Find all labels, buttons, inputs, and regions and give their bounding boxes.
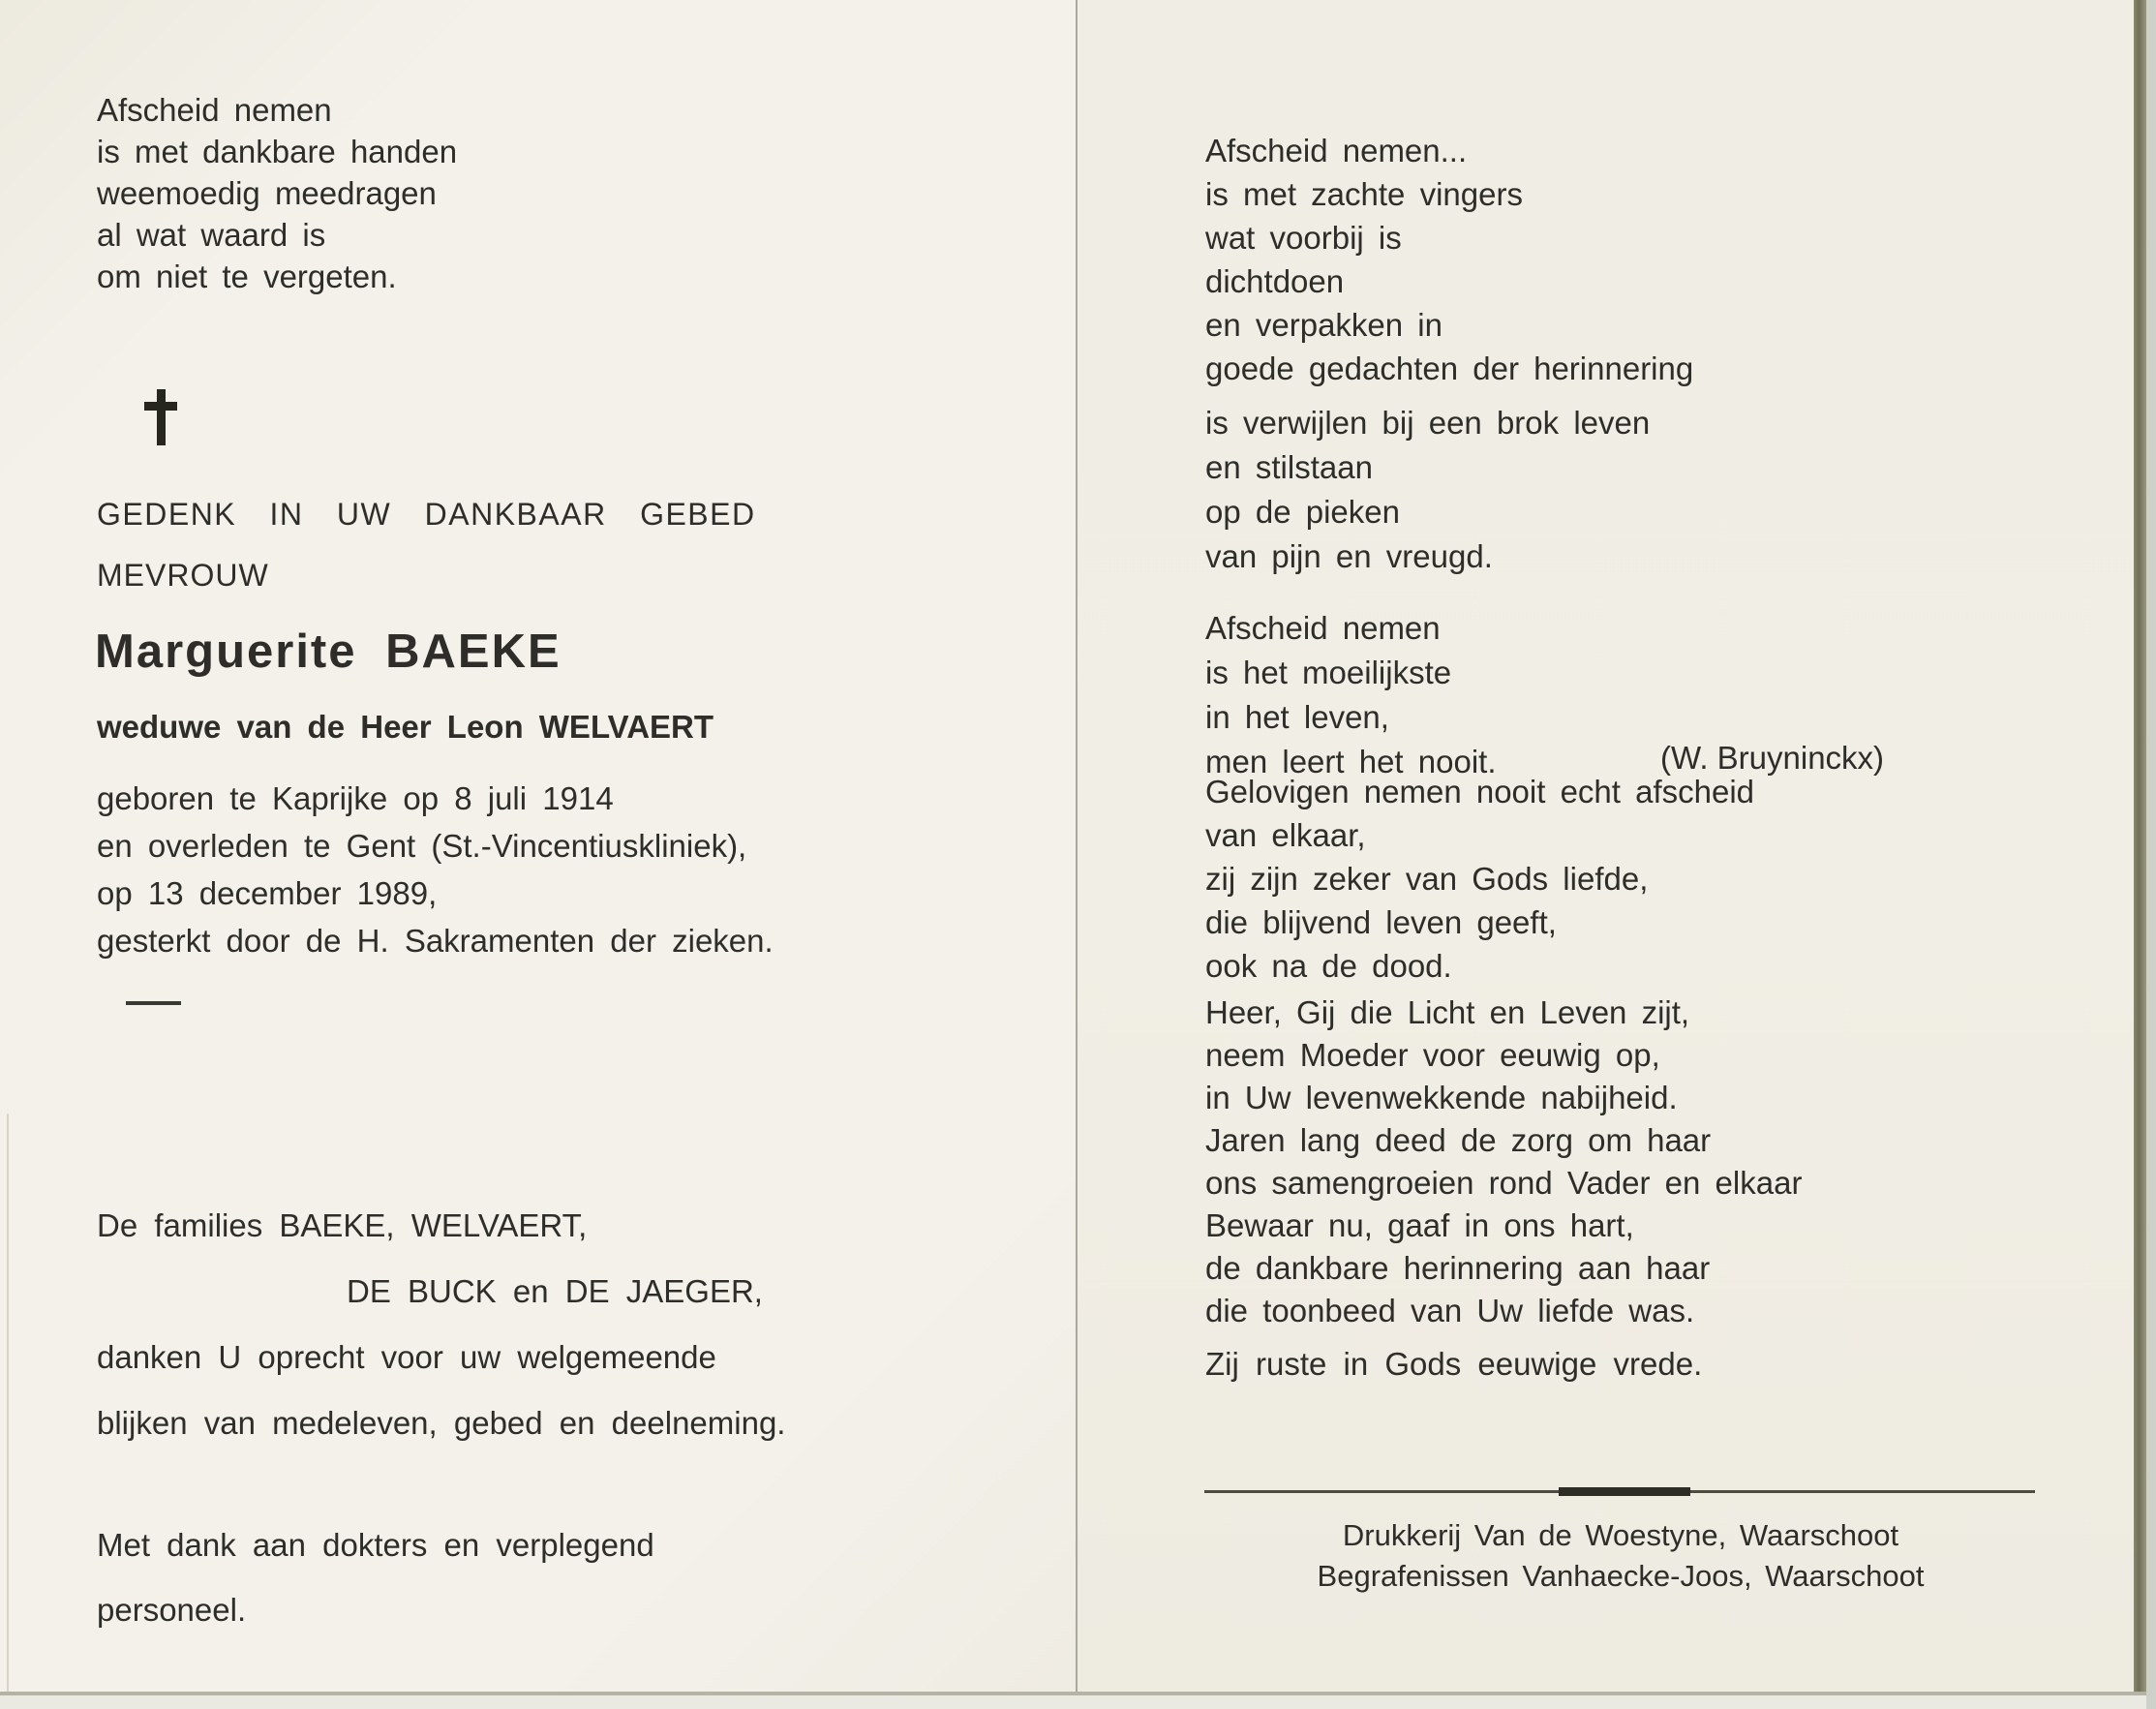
life-details bbox=[97, 775, 774, 964]
closing-line: Zij ruste in Gods eeuwige vrede. bbox=[1205, 1346, 1703, 1382]
poem-line: Afscheid nemen bbox=[1205, 610, 1441, 646]
poem-line: en stilstaan bbox=[1205, 449, 1373, 485]
memorial-heading: GEDENK IN UW DANKBAAR GEBED bbox=[97, 497, 756, 532]
right-card-edge bbox=[2134, 0, 2146, 1709]
poem-line: en verpakken in bbox=[1205, 307, 1442, 343]
poem-line: wat voorbij is bbox=[1205, 220, 1402, 256]
prayer-line: ons samengroeien rond Vader en elkaar bbox=[1205, 1165, 1803, 1201]
poem-line: van pijn en vreugd. bbox=[1205, 538, 1493, 574]
page-gutter-edge bbox=[1076, 0, 1078, 1692]
family-thanks-line: danken U oprecht voor uw welgemeende bbox=[97, 1339, 716, 1375]
poem-line: is het moeilijkste bbox=[1205, 655, 1452, 690]
colophon-line: Begrafenissen Vanhaecke-Joos, Waarschoot bbox=[1317, 1559, 1925, 1593]
right-page bbox=[1078, 0, 2134, 1692]
poem-stanza-2 bbox=[1205, 401, 1650, 579]
poem-stanza-1 bbox=[1205, 129, 1693, 390]
faith-line: van elkaar, bbox=[1205, 817, 1366, 853]
prayer-line: die toonbeed van Uw liefde was. bbox=[1205, 1293, 1695, 1328]
life-detail-line: geboren te Kaprijke op 8 juli 1914 bbox=[97, 780, 614, 816]
prayer-text bbox=[1205, 992, 1802, 1332]
cross-icon bbox=[144, 389, 177, 445]
deceased-name: Marguerite BAEKE bbox=[95, 626, 562, 678]
medical-thanks-line: Met dank aan dokters en verplegend bbox=[97, 1527, 654, 1563]
family-thanks-line: DE BUCK en DE JAEGER, bbox=[347, 1273, 763, 1309]
poem-line: weemoedig meedragen bbox=[97, 175, 437, 211]
prayer-line: neem Moeder voor eeuwig op, bbox=[1205, 1037, 1660, 1073]
life-detail-line: gesterkt door de H. Sakramenten der zieken. bbox=[97, 923, 774, 959]
printer-rule bbox=[1204, 1490, 2035, 1493]
poem-line: Afscheid nemen... bbox=[1205, 133, 1468, 168]
life-detail-line: en overleden te Gent (St.-Vincentiuskliniek), bbox=[97, 828, 747, 864]
poem-line: Afscheid nemen bbox=[97, 92, 332, 128]
left-page bbox=[0, 0, 1076, 1692]
poem-line: dichtdoen bbox=[1205, 263, 1345, 299]
medical-thanks-line: personeel. bbox=[97, 1592, 247, 1628]
poem-line: is met zachte vingers bbox=[1205, 176, 1523, 212]
left-card-edge bbox=[7, 1114, 9, 1692]
poem-line: om niet te vergeten. bbox=[97, 259, 397, 294]
faith-line: Gelovigen nemen nooit echt afscheid bbox=[1205, 774, 1755, 809]
colophon-line: Drukkerij Van de Woestyne, Waarschoot bbox=[1342, 1518, 1899, 1552]
faith-line: ook na de dood. bbox=[1205, 948, 1452, 984]
scan-background-right bbox=[2146, 0, 2156, 1709]
prayer-line: Bewaar nu, gaaf in ons hart, bbox=[1205, 1207, 1634, 1243]
life-detail-line: op 13 december 1989, bbox=[97, 875, 438, 911]
prayer-line: de dankbare herinnering aan haar bbox=[1205, 1250, 1711, 1286]
family-thanks-line: blijken van medeleven, gebed en deelneming. bbox=[97, 1405, 786, 1441]
printer-rule-thick-segment bbox=[1559, 1487, 1690, 1496]
honorific: MEVROUW bbox=[97, 558, 269, 593]
separator-dash bbox=[126, 1001, 181, 1005]
family-thanks-line: De families BAEKE, WELVAERT, bbox=[97, 1207, 588, 1243]
poem-line: al wat waard is bbox=[97, 217, 326, 253]
faith-reflection bbox=[1205, 770, 1754, 988]
poem-line: men leert het nooit. bbox=[1205, 744, 1497, 779]
family-thanks bbox=[97, 1193, 785, 1456]
poem-line: op de pieken bbox=[1205, 494, 1400, 530]
poem-line: is met dankbare handen bbox=[97, 134, 458, 169]
medical-thanks bbox=[97, 1512, 654, 1642]
poem-line: goede gedachten der herinnering bbox=[1205, 351, 1694, 386]
poem-line: in het leven, bbox=[1205, 699, 1389, 735]
colophon bbox=[1204, 1515, 2037, 1597]
scan-background-bottom bbox=[0, 1695, 2146, 1709]
poem-stanza-3 bbox=[1205, 606, 1885, 784]
poem-line: is verwijlen bij een brok leven bbox=[1205, 405, 1651, 441]
widow-line: weduwe van de Heer Leon WELVAERT bbox=[97, 709, 714, 745]
opening-poem bbox=[97, 89, 457, 297]
prayer-line: Jaren lang deed de zorg om haar bbox=[1205, 1122, 1712, 1158]
faith-line: zij zijn zeker van Gods liefde, bbox=[1205, 861, 1649, 897]
poem-attribution: (W. Bruyninckx) bbox=[1660, 740, 1885, 776]
prayer-line: Heer, Gij die Licht en Leven zijt, bbox=[1205, 994, 1690, 1030]
prayer-line: in Uw levenwekkende nabijheid. bbox=[1205, 1080, 1678, 1115]
faith-line: die blijvend leven geeft, bbox=[1205, 904, 1557, 940]
